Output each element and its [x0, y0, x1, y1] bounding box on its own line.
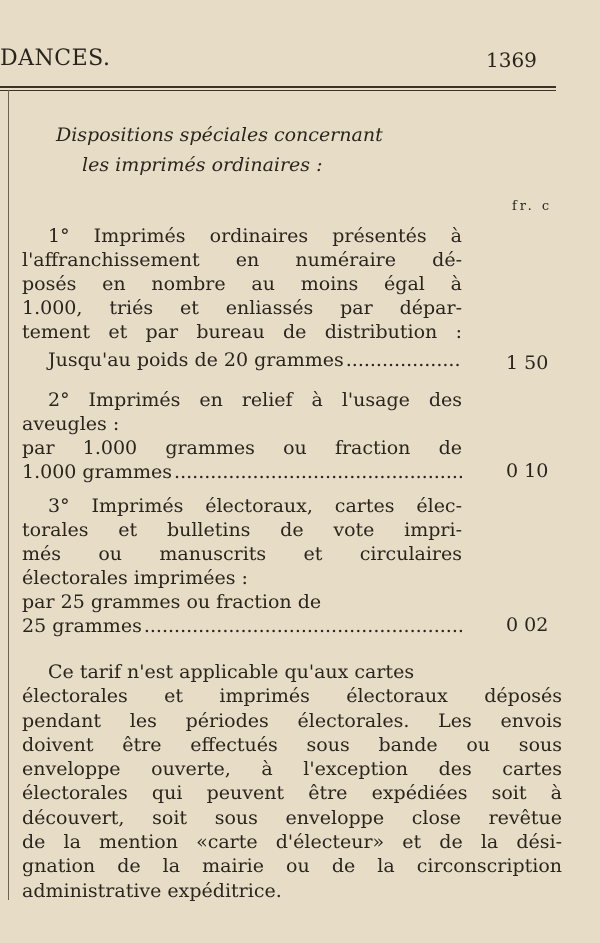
text-line: par 25 grammes ou fraction de [22, 591, 322, 613]
text-line: Ce tarif n'est applicable qu'aux cartes [48, 661, 415, 683]
text-line: 2° Imprimés en relief à l'usage des [48, 389, 462, 411]
section-heading-line: Dispositions spéciales concernant [56, 124, 383, 146]
text-line: découvert, soit sous enveloppe close revêtue [22, 806, 562, 829]
text-line: aveugles : [22, 413, 120, 435]
text-line: posés en nombre au moins égal à [22, 273, 462, 295]
tariff-item-3 [22, 494, 462, 638]
margin-rule [8, 90, 9, 900]
note-paragraph [22, 660, 562, 903]
unit-label: fr. c [512, 199, 553, 214]
leader-dots [344, 348, 462, 372]
price-value: 0 10 [506, 460, 549, 482]
running-title: DANCES. [0, 46, 111, 71]
text-line: de la mention «carte d'électeur» et de la dési- [22, 831, 562, 854]
leader-dots [142, 614, 462, 638]
text-line: électorales et imprimés électoraux déposés [22, 685, 562, 708]
tariff-item-1 [22, 224, 462, 372]
leader-dots [172, 460, 462, 484]
tariff-line [22, 460, 462, 484]
text-line: 3° Imprimés électoraux, cartes élec- [48, 495, 462, 517]
text-line: électorales qui peuvent être expédiées soit à [22, 782, 562, 805]
tariff-label: 25 grammes [22, 615, 142, 637]
text-line: doivent être effectués sous bande ou sous [22, 733, 562, 756]
header-rule-thin [0, 90, 556, 91]
tariff-label: 1.000 grammes [22, 461, 173, 483]
section-heading-line: les imprimés ordinaires : [82, 154, 323, 176]
text-line: tement et par bureau de distribution : [22, 321, 462, 343]
text-line: administrative expéditrice. [22, 879, 282, 902]
text-line: électorales imprimées : [22, 567, 248, 589]
text-line: pendant les périodes électorales. Les envois [22, 709, 562, 732]
tariff-line [22, 348, 462, 372]
section-heading [56, 120, 383, 180]
text-line: 1° Imprimés ordinaires présentés à [48, 225, 462, 247]
text-line: gnation de la mairie ou de la circonscription [22, 855, 562, 878]
text-line: par 1.000 grammes ou fraction de [22, 437, 462, 459]
text-line: 1.000, triés et enliassés par dépar- [22, 297, 462, 319]
header-rule-thick [0, 86, 556, 88]
page-number: 1369 [486, 48, 537, 72]
text-line: torales et bulletins de vote impri- [22, 519, 462, 541]
tariff-label: Jusqu'au poids de 20 grammes [48, 349, 344, 371]
tariff-line [22, 614, 462, 638]
tariff-item-2 [22, 388, 462, 484]
price-value: 0 02 [506, 614, 549, 636]
text-line: més ou manuscrits et circulaires [22, 543, 462, 565]
text-line: enveloppe ouverte, à l'exception des cartes [22, 758, 562, 781]
text-line: l'affranchissement en numéraire dé- [22, 249, 462, 271]
price-value: 1 50 [506, 352, 549, 374]
